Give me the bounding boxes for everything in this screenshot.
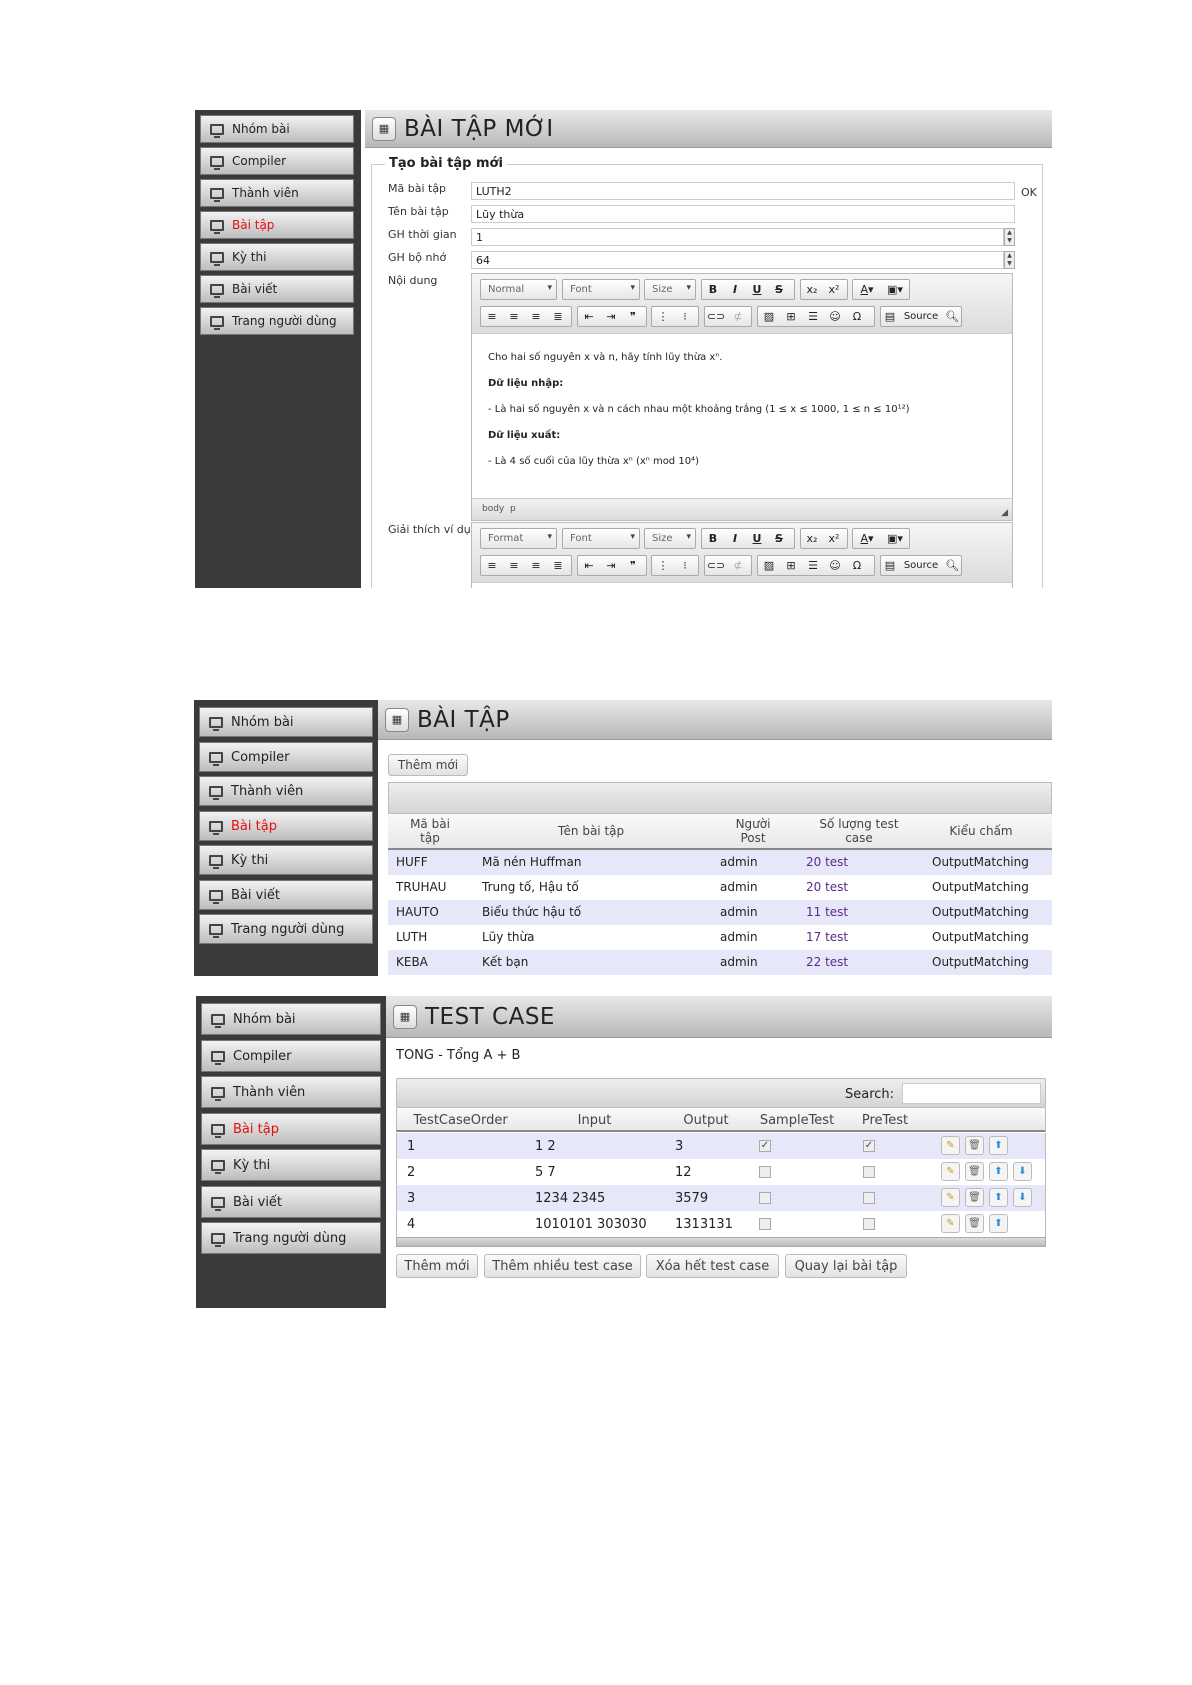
page-header: [386, 996, 1052, 1038]
add-testcase-button[interactable]: Thêm mới: [396, 1254, 478, 1278]
nav-item-0[interactable]: Nhóm bài: [199, 707, 373, 737]
down-icon[interactable]: ⬇: [1013, 1162, 1032, 1181]
editor2-toolbar: [472, 523, 1012, 583]
panel-new-problem: [195, 110, 1052, 588]
pre-checkbox[interactable]: [863, 1166, 875, 1178]
nav-item-4[interactable]: Kỳ thi: [201, 1149, 381, 1181]
delete-icon[interactable]: 🗑︎: [965, 1188, 984, 1207]
search-input[interactable]: [902, 1083, 1041, 1104]
sidebar: [196, 996, 386, 1308]
content-line-5: - Là 4 số cuối của lũy thừa xⁿ (xⁿ mod 10⁴): [488, 456, 699, 467]
preview-icon[interactable]: 🔍︎: [945, 310, 960, 323]
pre-checkbox[interactable]: [863, 1218, 875, 1230]
cell-output: 12: [675, 1165, 692, 1180]
sample-checkbox[interactable]: [759, 1218, 771, 1230]
cell-code: LUTH: [396, 930, 428, 944]
cell-grading: OutputMatching: [932, 855, 1029, 869]
content-line-3: - Là hai số nguyên x và n cách nhau một khoảng trắng (1 ≤ x ≤ 1000, 1 ≤ n ≤ 10¹²): [488, 404, 910, 415]
list-group: [651, 306, 699, 327]
unlink-icon[interactable]: ⊄: [733, 310, 743, 323]
col-pretest[interactable]: PreTest: [861, 1113, 909, 1128]
text-color-icon[interactable]: A▾: [860, 283, 874, 296]
delete-icon[interactable]: 🗑︎: [965, 1162, 984, 1181]
monitor-icon: [211, 1124, 225, 1135]
edit-icon[interactable]: ✎: [941, 1188, 960, 1207]
align-center-icon[interactable]: ≡: [509, 559, 519, 572]
cell-output: 1313131: [675, 1217, 733, 1232]
cell-grading: OutputMatching: [932, 955, 1029, 969]
monitor-icon: [211, 1014, 225, 1025]
tc-table-footer: [396, 1237, 1046, 1247]
script-group: [800, 279, 848, 300]
delete-all-testcase-button[interactable]: Xóa hết test case: [646, 1254, 779, 1278]
add-problem-button[interactable]: Thêm mới: [388, 754, 468, 776]
nav-item-1[interactable]: Compiler: [200, 147, 354, 175]
table-row[interactable]: [397, 1211, 1045, 1237]
image-icon[interactable]: ▨: [763, 559, 775, 572]
nav-item-5[interactable]: Bài viết: [200, 275, 354, 303]
list2-group: [651, 555, 699, 576]
editor-toolbar: [472, 274, 1012, 334]
image-icon[interactable]: ▨: [763, 310, 775, 323]
source2-button[interactable]: Source: [903, 560, 939, 571]
back-to-problem-button[interactable]: Quay lại bài tập: [785, 1254, 907, 1278]
nav-item-2[interactable]: Thành viên: [200, 179, 354, 207]
monitor-icon: [209, 821, 223, 832]
table-row[interactable]: [388, 950, 1052, 975]
monitor-icon: [209, 717, 223, 728]
code-input[interactable]: LUTH2: [471, 182, 1015, 200]
monitor-icon: [211, 1197, 225, 1208]
table-row[interactable]: [388, 850, 1052, 875]
content-line-2: Dữ liệu nhập:: [488, 378, 564, 389]
cell-poster: admin: [720, 905, 758, 919]
cell-testcount[interactable]: 11 test: [806, 905, 849, 919]
monitor-icon: [211, 1051, 225, 1062]
name-label: Tên bài tập: [388, 205, 449, 218]
format-select[interactable]: Normal ▾: [480, 279, 557, 300]
table-row[interactable]: [397, 1133, 1045, 1159]
blockquote-icon[interactable]: ❞: [630, 559, 636, 572]
superscript-icon[interactable]: x²: [828, 283, 840, 296]
link-icon[interactable]: ⊂⊃: [706, 310, 726, 323]
table-icon[interactable]: ⊞: [786, 310, 796, 323]
col-sample[interactable]: SampleTest: [759, 1113, 835, 1128]
up-icon[interactable]: ⬆: [989, 1136, 1008, 1155]
sidebar: [195, 110, 361, 588]
mem-spinner[interactable]: ▲ ▼: [1004, 251, 1015, 269]
explain-editor: [471, 522, 1013, 588]
monitor-icon: [209, 855, 223, 866]
monitor-icon: [210, 156, 224, 167]
cell-grading: OutputMatching: [932, 930, 1029, 944]
underline-icon[interactable]: U: [752, 283, 762, 296]
monitor-icon: [209, 786, 223, 797]
down-icon[interactable]: ⬇: [1013, 1188, 1032, 1207]
cell-output: 3579: [675, 1191, 709, 1206]
strike-icon[interactable]: S: [775, 283, 783, 296]
resize-icon[interactable]: ◢: [1001, 508, 1008, 518]
nav-item-1[interactable]: Compiler: [201, 1040, 381, 1072]
link2-group: [704, 555, 752, 576]
pre-checkbox[interactable]: [863, 1192, 875, 1204]
cell-input: 1234 2345: [535, 1191, 606, 1206]
table-row[interactable]: [388, 900, 1052, 925]
content-line-4: Dữ liệu xuất:: [488, 430, 561, 441]
style-group: [701, 279, 795, 300]
nav-item-5[interactable]: Bài viết: [201, 1186, 381, 1218]
page-title: BÀI TẬP MỚI: [404, 115, 554, 142]
numbered-list-icon[interactable]: ⋮: [657, 310, 669, 323]
col-name[interactable]: Tên bài tập: [557, 824, 625, 838]
bold-icon[interactable]: B: [708, 532, 718, 545]
italic-icon[interactable]: I: [732, 532, 738, 545]
outdent-icon[interactable]: ⇤: [584, 559, 594, 572]
indent-group: [577, 306, 647, 327]
cell-name: Lũy thừa: [482, 930, 535, 944]
align-group: [480, 306, 572, 327]
italic-icon[interactable]: I: [732, 283, 738, 296]
monitor-icon: [211, 1233, 225, 1244]
insert-group: [757, 306, 875, 327]
omega-icon[interactable]: Ω: [852, 559, 862, 572]
bullet-list-icon[interactable]: ⁝: [683, 310, 687, 323]
source-group: [880, 306, 962, 327]
col-code[interactable]: Mã bài tập: [410, 817, 450, 845]
font2-select[interactable]: Font ▾: [562, 528, 640, 549]
cell-order: 4: [407, 1217, 416, 1232]
align-right-icon[interactable]: ≡: [531, 559, 541, 572]
table-row[interactable]: [397, 1159, 1045, 1185]
cell-name: Mã nén Huffman: [482, 855, 582, 869]
cell-grading: OutputMatching: [932, 905, 1029, 919]
cell-order: 1: [407, 1139, 416, 1154]
cell-input: 1 2: [535, 1139, 556, 1154]
style2-group: [701, 528, 795, 549]
unlink-icon[interactable]: ⊄: [733, 559, 743, 572]
cell-code: HUFF: [396, 855, 428, 869]
smiley-icon[interactable]: ☺: [829, 559, 841, 572]
content-line-1: Cho hai số nguyên x và n, hãy tính lũy thừa xⁿ.: [488, 352, 723, 363]
cell-testcount[interactable]: 17 test: [806, 930, 849, 944]
nav-item-4[interactable]: Kỳ thi: [200, 243, 354, 271]
nav-item-0[interactable]: Nhóm bài: [201, 1003, 381, 1035]
col-input[interactable]: Input: [577, 1113, 612, 1128]
cell-output: 3: [675, 1139, 684, 1154]
underline-icon[interactable]: U: [752, 532, 762, 545]
nav-item-0[interactable]: Nhóm bài: [200, 115, 354, 143]
nav-item-6[interactable]: Trang người dùng: [200, 307, 354, 335]
size2-select[interactable]: Size ▾: [644, 528, 696, 549]
col-order[interactable]: TestCaseOrder: [413, 1113, 508, 1128]
color2-group: [852, 528, 910, 549]
editor-content[interactable]: [472, 334, 1012, 500]
mem-label: GH bộ nhớ: [388, 251, 447, 264]
monitor-icon: [210, 316, 224, 327]
link-icon[interactable]: ⊂⊃: [706, 559, 726, 572]
search-label: Search:: [845, 1087, 895, 1102]
nav-item-2[interactable]: Thành viên: [199, 776, 373, 806]
add-many-testcase-button[interactable]: Thêm nhiều test case: [484, 1254, 641, 1278]
size-select[interactable]: Size ▾: [644, 279, 696, 300]
nav-item-3[interactable]: Bài tập: [199, 811, 373, 841]
cell-testcount[interactable]: 20 test: [806, 855, 849, 869]
cell-name: Biểu thức hậu tố: [482, 905, 582, 919]
align-left-icon[interactable]: ≡: [487, 310, 497, 323]
monitor-icon: [211, 1160, 225, 1171]
tc-table-body: [396, 1133, 1046, 1237]
code-label: Mã bài tập: [388, 182, 447, 195]
cell-poster: admin: [720, 930, 758, 944]
cell-code: HAUTO: [396, 905, 439, 919]
hr-icon[interactable]: ☰: [808, 310, 818, 323]
indent-icon[interactable]: ⇥: [606, 310, 616, 323]
pre-checkbox[interactable]: ✓: [864, 1140, 874, 1151]
insert2-group: [757, 555, 875, 576]
grid-icon[interactable]: ▦: [372, 117, 396, 141]
table-icon[interactable]: ⊞: [786, 559, 796, 572]
delete-icon[interactable]: 🗑︎: [965, 1136, 984, 1155]
text-color-icon[interactable]: A▾: [860, 532, 874, 545]
cell-testcount[interactable]: 22 test: [806, 955, 849, 969]
cell-input: 1010101 303030: [535, 1217, 647, 1232]
outdent-icon[interactable]: ⇤: [584, 310, 594, 323]
nav-item-5[interactable]: Bài viết: [199, 880, 373, 910]
col-output[interactable]: Output: [683, 1113, 729, 1128]
numbered-list-icon[interactable]: ⋮: [657, 559, 669, 572]
subscript-icon[interactable]: x₂: [806, 532, 818, 545]
bullet-list-icon[interactable]: ⁝: [683, 559, 687, 572]
cell-name: Kết bạn: [482, 955, 529, 969]
smiley-icon[interactable]: ☺: [829, 310, 841, 323]
edit-icon[interactable]: ✎: [941, 1162, 960, 1181]
cell-testcount[interactable]: 20 test: [806, 880, 849, 894]
time-input[interactable]: 1: [471, 228, 1004, 246]
cell-code: TRUHAU: [396, 880, 447, 894]
cell-poster: admin: [720, 855, 758, 869]
sidebar: [194, 700, 378, 976]
source-icon[interactable]: ▤: [884, 559, 896, 572]
table-body: [388, 850, 1052, 975]
align-right-icon[interactable]: ≡: [531, 310, 541, 323]
align-justify-icon[interactable]: ≣: [553, 559, 563, 572]
align-left-icon[interactable]: ≡: [487, 559, 497, 572]
table-row[interactable]: [388, 875, 1052, 900]
sample-checkbox[interactable]: ✓: [760, 1140, 770, 1151]
bg-color-icon[interactable]: ▣▾: [887, 283, 903, 296]
color-group: [852, 279, 910, 300]
script2-group: [800, 528, 848, 549]
page-header: [378, 700, 1052, 740]
delete-icon[interactable]: 🗑︎: [965, 1214, 984, 1233]
nav-item-3[interactable]: Bài tập: [201, 1113, 381, 1145]
source-icon[interactable]: ▤: [884, 310, 896, 323]
source2-group: [880, 555, 962, 576]
strike-icon[interactable]: S: [775, 532, 783, 545]
up-icon[interactable]: ⬆: [989, 1162, 1008, 1181]
source-button[interactable]: Source: [903, 311, 939, 322]
align2-group: [480, 555, 572, 576]
name-input[interactable]: Lũy thừa: [471, 205, 1015, 223]
monitor-icon: [210, 220, 224, 231]
monitor-icon: [211, 1087, 225, 1098]
page-title: BÀI TẬP: [417, 706, 510, 733]
search-bar: [396, 1078, 1046, 1108]
grid-icon[interactable]: ▦: [393, 1005, 417, 1029]
cell-input: 5 7: [535, 1165, 556, 1180]
indent2-group: [577, 555, 647, 576]
monitor-icon: [210, 252, 224, 263]
subscript-icon[interactable]: x₂: [806, 283, 818, 296]
editor-statusbar: [472, 498, 1012, 520]
table-header: [388, 814, 1052, 850]
align-justify-icon[interactable]: ≣: [553, 310, 563, 323]
monitor-icon: [210, 124, 224, 135]
nav-item-6[interactable]: Trang người dùng: [199, 914, 373, 944]
link-group: [704, 306, 752, 327]
tc-table-header: [396, 1108, 1046, 1132]
edit-icon[interactable]: ✎: [941, 1136, 960, 1155]
monitor-icon: [209, 752, 223, 763]
col-grading[interactable]: Kiểu chấm: [949, 824, 1013, 838]
col-poster[interactable]: Người Post: [735, 817, 771, 845]
bold-icon[interactable]: B: [708, 283, 718, 296]
cell-name: Trung tố, Hậu tố: [482, 880, 579, 894]
nav-item-3[interactable]: Bài tập: [200, 211, 354, 239]
page-title: TEST CASE: [425, 1003, 555, 1030]
nav-item-2[interactable]: Thành viên: [201, 1076, 381, 1108]
superscript-icon[interactable]: x²: [828, 532, 840, 545]
cell-order: 2: [407, 1165, 416, 1180]
cell-order: 3: [407, 1191, 416, 1206]
sample-checkbox[interactable]: [759, 1166, 771, 1178]
nav-item-4[interactable]: Kỳ thi: [199, 845, 373, 875]
mem-input[interactable]: 64: [471, 251, 1004, 269]
cell-poster: admin: [720, 880, 758, 894]
nav-item-6[interactable]: Trang người dùng: [201, 1222, 381, 1254]
font-select[interactable]: Font ▾: [562, 279, 640, 300]
up-icon[interactable]: ⬆: [989, 1214, 1008, 1233]
ok-label[interactable]: OK: [1021, 186, 1037, 199]
format2-select[interactable]: Format ▾: [480, 528, 557, 549]
monitor-icon: [210, 188, 224, 199]
omega-icon[interactable]: Ω: [852, 310, 862, 323]
monitor-icon: [209, 924, 223, 935]
table-caption-bar: [388, 782, 1052, 814]
monitor-icon: [209, 890, 223, 901]
col-testcount[interactable]: Số lượng test case: [819, 817, 899, 845]
hr-icon[interactable]: ☰: [808, 559, 818, 572]
indent-icon[interactable]: ⇥: [606, 559, 616, 572]
content-label: Nội dung: [388, 274, 438, 287]
monitor-icon: [210, 284, 224, 295]
bg-color-icon[interactable]: ▣▾: [887, 532, 903, 545]
grid-icon[interactable]: ▦: [385, 708, 409, 732]
time-spinner[interactable]: ▲ ▼: [1004, 228, 1015, 246]
cell-grading: OutputMatching: [932, 880, 1029, 894]
element-path: body p: [482, 504, 516, 514]
table-row[interactable]: [388, 925, 1052, 950]
edit-icon[interactable]: ✎: [941, 1214, 960, 1233]
time-label: GH thời gian: [388, 228, 457, 241]
cell-code: KEBA: [396, 955, 428, 969]
explain-label: Giải thích ví dụ: [388, 523, 471, 536]
align-center-icon[interactable]: ≡: [509, 310, 519, 323]
table-row[interactable]: [397, 1185, 1045, 1211]
cell-poster: admin: [720, 955, 758, 969]
form-legend: Tạo bài tập mới: [385, 156, 507, 171]
problem-subtitle: TONG - Tổng A + B: [396, 1048, 521, 1063]
nav-item-1[interactable]: Compiler: [199, 742, 373, 772]
blockquote-icon[interactable]: ❞: [630, 310, 636, 323]
page-header: [365, 110, 1052, 148]
panel-test-case: [196, 996, 1052, 1308]
up-icon[interactable]: ⬆: [989, 1188, 1008, 1207]
content-editor: [471, 273, 1013, 521]
panel-problem-list: [194, 700, 1052, 976]
sample-checkbox[interactable]: [759, 1192, 771, 1204]
preview-icon[interactable]: 🔍︎: [945, 559, 960, 572]
